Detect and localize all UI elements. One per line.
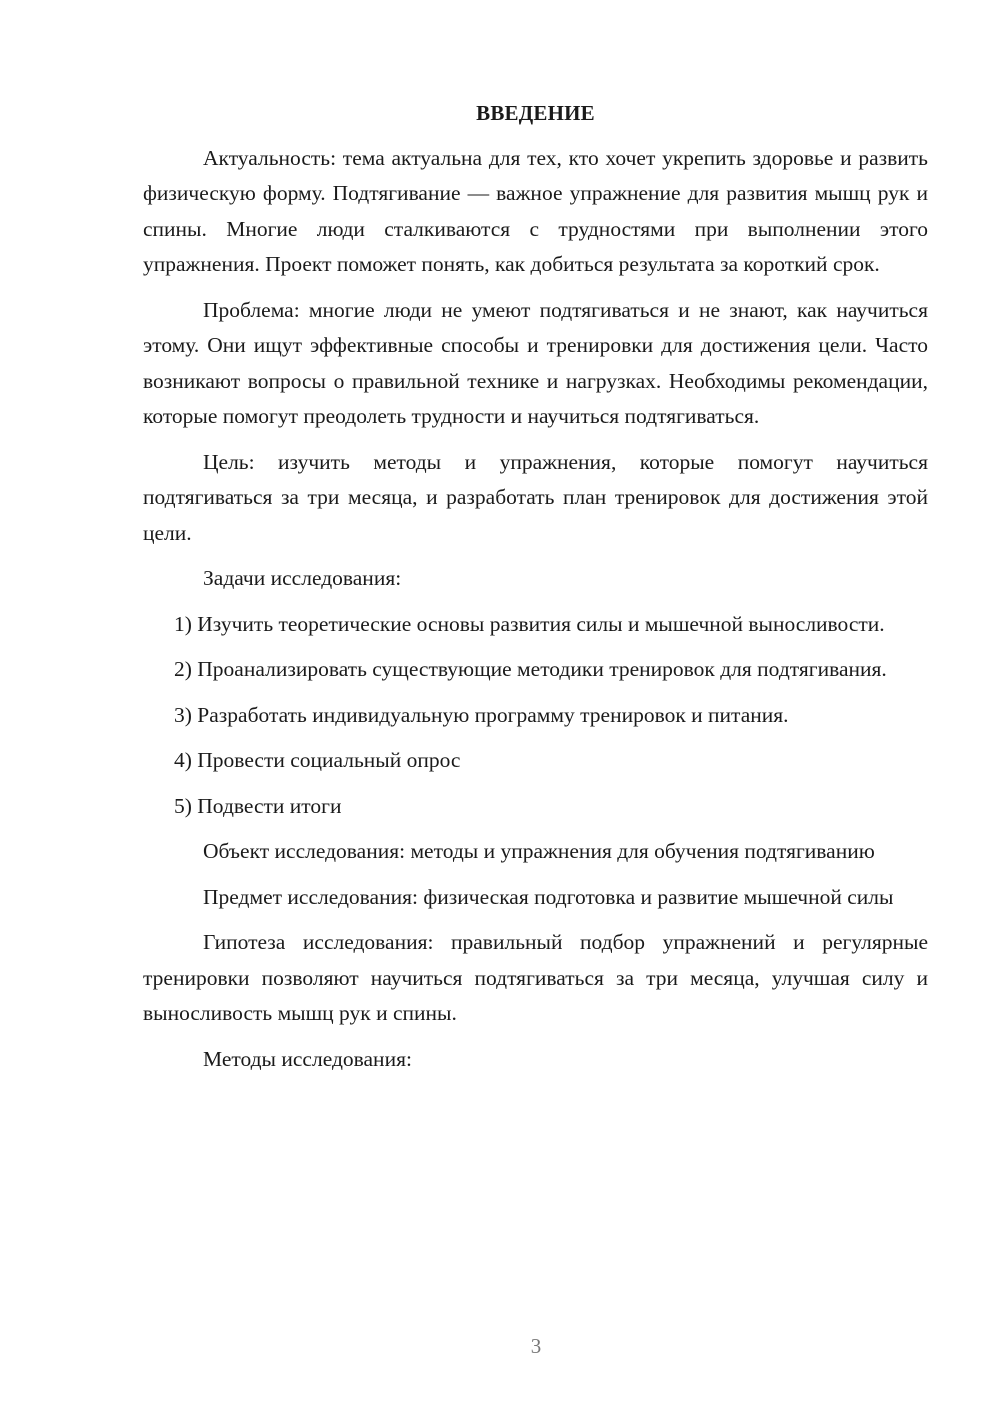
methods-heading: Методы исследования: xyxy=(203,1046,412,1071)
page-content xyxy=(143,96,928,1087)
relevance-paragraph: Актуальность: тема актуальна для тех, кто хочет укрепить здоровье и развить физическую форму. Подтягивание — важное упражнение для развития мышц рук и спины. Многие люди сталкиваются с трудностями при выполнении этого упражнения. Проект поможет понять, как добиться результата за короткий срок. xyxy=(143,145,928,276)
task-item-1: 1) Изучить теоретические основы развития силы и мышечной выносливости. xyxy=(174,611,885,636)
task-item-3: 3) Разработать индивидуальную программу тренировок и питания. xyxy=(174,702,789,727)
task-item-4: 4) Провести социальный опрос xyxy=(174,748,461,772)
hypothesis-paragraph: Гипотеза исследования: правильный подбор упражнений и регулярные тренировки позволяют научиться подтягиваться за три месяца, улучшая силу и выносливость мышц рук и спины. xyxy=(143,930,928,1025)
task-item-2: 2) Проанализировать существующие методики тренировок для подтягивания. xyxy=(174,657,887,681)
subject-paragraph: Предмет исследования: физическая подготовка и развитие мышечной силы xyxy=(203,884,894,909)
page-number: 3 xyxy=(530,1334,542,1358)
page-title: ВВЕДЕНИЕ xyxy=(476,101,595,125)
object-paragraph: Объект исследования: методы и упражнения для обучения подтягиванию xyxy=(203,839,875,863)
goal-paragraph: Цель: изучить методы и упражнения, которые помогут научиться подтягиваться за три месяца, и разработать план тренировок для достижения этой цели. xyxy=(143,449,928,545)
problem-paragraph: Проблема: многие люди не умеют подтягиваться и не знают, как научиться этому. Они ищут эффективные способы и тренировки для достижения цели. Часто возникают вопросы о правильной технике и нагрузках. Необходимы рекомендации, которые помогут преодолеть трудности и научиться подтягиваться. xyxy=(143,297,928,428)
tasks-heading: Задачи исследования: xyxy=(203,566,402,590)
task-item-5: 5) Подвести итоги xyxy=(174,793,342,818)
